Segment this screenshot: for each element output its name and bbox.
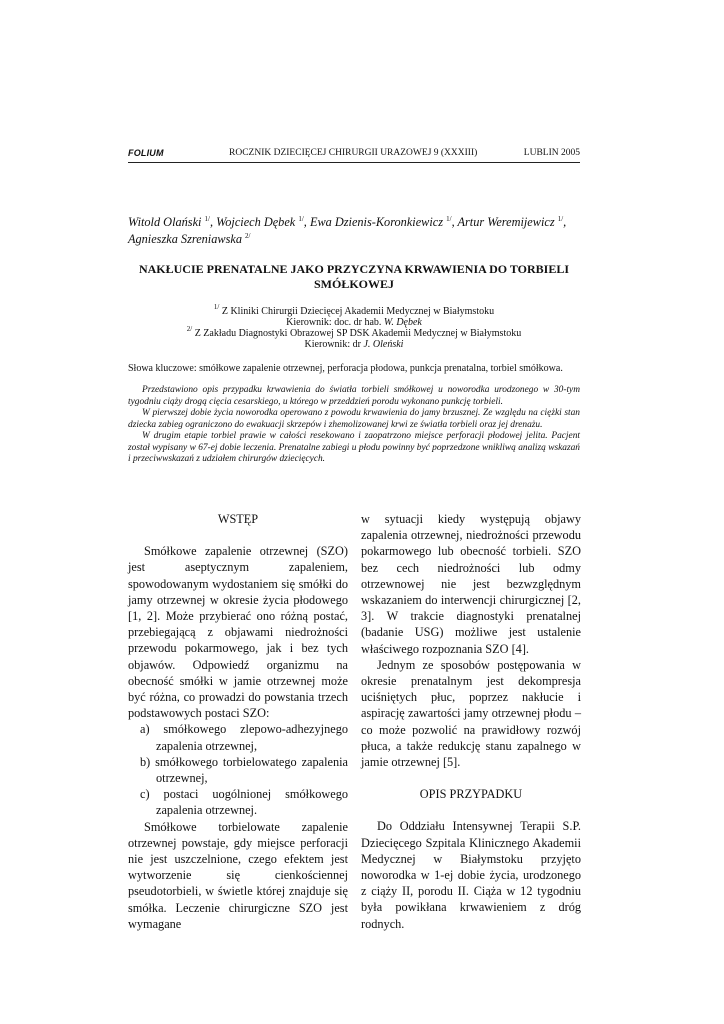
abstract-paragraph: Przedstawiono opis przypadku krwawienia do światła torbieli smółkowej u noworodka urodzonego w 30-tym tygodniu ciąży drogą cięcia cesarskiego, u którego w przeddzień porodu wykonano punkcję torbieli.	[128, 385, 580, 407]
article-title: NAKŁUCIE PRENATALNE JAKO PRZYCZYNA KRWAWIENIA DO TORBIELI SMÓŁKOWEJ	[138, 262, 570, 291]
body-column-right	[361, 511, 581, 932]
head-prefix: Kierownik: dr	[304, 339, 364, 350]
keywords: Słowa kluczowe: smółkowe zapalenie otrzewnej, perforacja płodowa, punkcja prenatalna, torbiel smółkowa.	[128, 363, 563, 374]
body-paragraph: Do Oddziału Intensywnej Terapii S.P. Dziecięcego Szpitala Klinicznego Akademii Medycznej w Białymstoku przyjęto noworodka w 1-ej dobie życia, urodzonego z ciąży II, porodu II. Ciąża w 12 tygodniu była powikłana krwawieniem z dróg rodnych.	[361, 819, 581, 931]
body-paragraph: Smółkowe zapalenie otrzewnej (SZO) jest aseptycznym zapaleniem, spowodowanym wydostaniem się smółki do jamy otrzewnej w okresie życia płodowego [1, 2]. Może przybierać ono różną postać, przebiegającą z objawami niedrożności przewodu pokarmowego, jak i bez tych objawów. Odpowiedź organizmu na obecność smółki w jamie otrzewnej może być różna, co prowadzi do powstania trzech podstawowych postaci SZO:	[128, 544, 348, 721]
author-name: Artur Weremijewicz	[457, 215, 555, 229]
head-prefix: Kierownik: doc. dr hab.	[286, 317, 384, 328]
affiliations	[128, 303, 580, 350]
author-affiliation-mark: 1/	[298, 215, 304, 223]
author-name: Agnieszka Szreniawska	[128, 232, 242, 246]
author-affiliation-mark: 1/	[557, 215, 564, 223]
affiliation-line	[128, 317, 580, 328]
section-heading-case-report: OPIS PRZYPADKU	[419, 787, 523, 802]
affiliation-line	[128, 339, 580, 350]
author-name: Wojciech Dębek	[216, 215, 296, 229]
body-column-left	[128, 511, 348, 932]
head-name: W. Dębek	[383, 317, 422, 328]
affiliation-mark: 1/	[213, 303, 220, 311]
section-heading-introduction: WSTĘP	[217, 512, 259, 526]
affiliation-text: Z Kliniki Chirurgii Dziecięcej Akademii Medycznej w Białymstoku	[219, 306, 495, 317]
list-item: b) smółkowego torbielowatego zapalenia otrzewnej,	[140, 754, 348, 786]
head-name: J. Oleński	[363, 339, 404, 350]
list-item: c) postaci uogólnionej smółkowego zapalenia otrzewnej.	[140, 787, 348, 818]
body-paragraph: w sytuacji kiedy występują objawy zapalenia otrzewnej, niedrożności przewodu pokarmowego lub obecność torbieli. SZO bez cech niedrożności lub odmy otrzewnowej nie jest bezwzględnym wskazaniem do interwencji chirurgicznej [2, 3]. W trakcie diagnostyki prenatalnej (badanie USG) możliwe jest ustalenie właściwego rozpoznania SZO [4].	[361, 512, 581, 656]
running-header	[128, 148, 580, 163]
publication-place-year: LUBLIN 2005	[523, 148, 580, 158]
author-affiliation-mark: 1/	[204, 215, 210, 223]
abstract-paragraph: W pierwszej dobie życia noworodka operowano z powodu krwawienia do jamy brzusznej. Ze względu na ciężki stan dziecka zabieg ograniczono do ewakuacji skrzepów i zhemolizowanej krwi ze światła torbieli oraz jej drenażu.	[128, 408, 580, 430]
affiliation-line	[128, 303, 580, 317]
author-affiliation-mark: 2/	[245, 232, 251, 240]
author-list: Witold Olański $^{1/}$, Wojciech Dębek $^{1/}$, Ewa Dzienis-Koronkiewicz $^{1/}$, Artur Weremijewicz $^{1/}$, Agnieszka Szreniawska $^{2/}$	[128, 215, 567, 246]
affiliation-line	[128, 325, 580, 339]
journal-name: ROCZNIK DZIECIĘCEJ CHIRURGII URAZOWEJ 9 (XXXIII)	[229, 148, 478, 158]
affiliation-mark: 2/	[186, 325, 193, 333]
body-paragraph: Smółkowe torbielowate zapalenie otrzewnej powstaje, gdy miejsce perforacji nie jest uszczelnione, czego efektem jest wytworzenie się cienkościennej pseudotorbieli, w świetle której znajduje się smółka. Leczenie chirurgiczne SZO jest wymagane	[128, 819, 348, 931]
abstract	[128, 385, 580, 466]
abstract-paragraph: W drugim etapie torbiel prawie w całości resekowano i zaopatrzono miejsce perforacji płodowej jelita. Pacjent został wypisany w 67-ej dobie leczenia. Prenatalne zabiegi u płodu powinny być poprzedzone wnikliwą analizą wskazań i przeciwwskazań z udziałem chirurgów dziecięcych.	[128, 431, 580, 464]
publisher-logo: FOLIUM	[128, 148, 164, 158]
author-name: Ewa Dzienis-Koronkiewicz	[309, 215, 444, 229]
szo-forms-list	[128, 721, 348, 818]
body-paragraph: Jednym ze sposobów postępowania w okresie prenatalnym jest dekompresja uciśniętych płuc, poprzez nakłucie i aspirację zawartości jamy otrzewnej płodu – co może pozwolić na prawidłowy rozwój płuca, a także redukcję stanu zapalnego w jamie otrzewnej [5].	[361, 657, 581, 770]
affiliation-text: Z Zakładu Diagnostyki Obrazowej SP DSK Akademii Medycznej w Białymstoku	[192, 328, 522, 339]
author-name: Witold Olański	[128, 215, 202, 229]
list-item: a) smółkowego zlepowo-adhezyjnego zapalenia otrzewnej,	[140, 722, 348, 753]
author-affiliation-mark: 1/	[446, 215, 452, 223]
